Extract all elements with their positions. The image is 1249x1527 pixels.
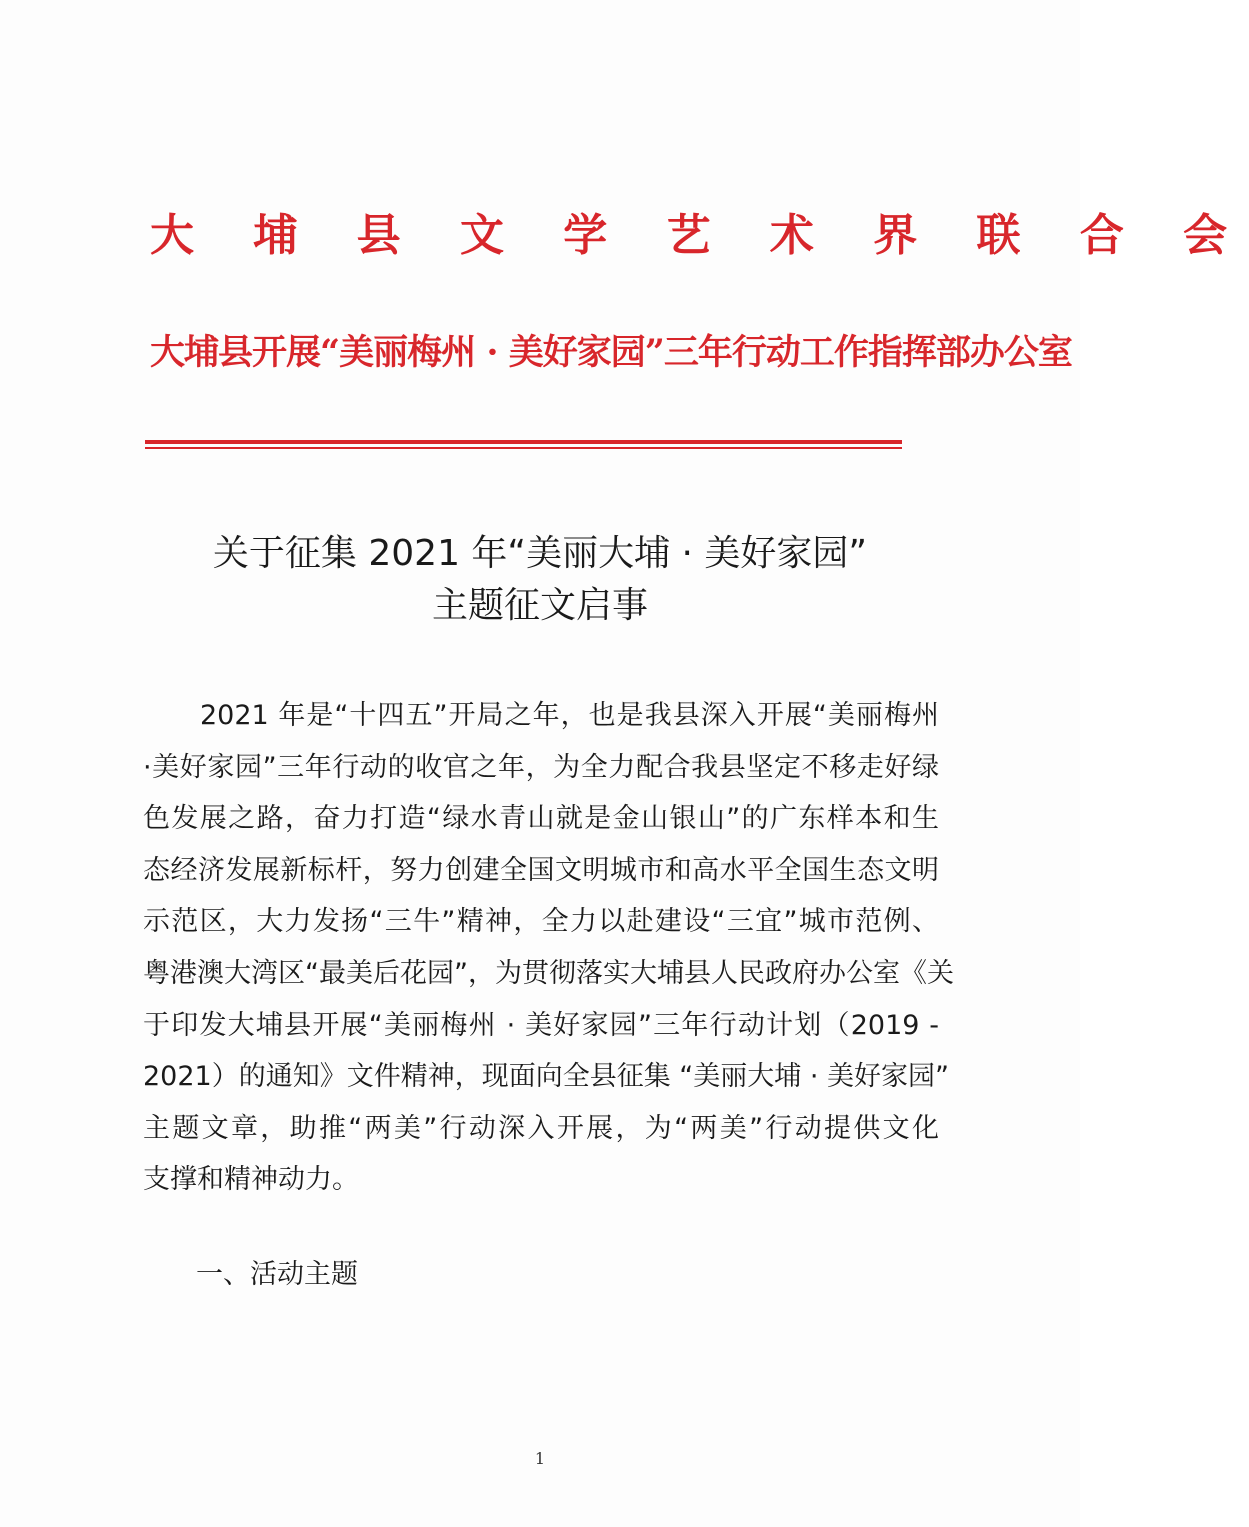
body-line: 态经济发展新标杆，努力创建全国文明城市和高水平全国生态文明 <box>143 854 939 886</box>
body-line: 2021 年是“十四五”开局之年，也是我县深入开展“美丽梅州 <box>200 700 939 731</box>
page-number: 1 <box>534 1449 546 1468</box>
red-rule-thick <box>145 440 902 444</box>
body-line: 粤港澳大湾区“最美后花园”，为贯彻落实大埔县人民政府办公室《关 <box>143 957 954 989</box>
body-line: 2021）的通知》文件精神，现面向全县征集 “美丽大埔 · 美好家园” <box>143 1061 950 1093</box>
document-title-line-2: 主题征文启事 <box>431 585 648 626</box>
body-line: 示范区，大力发扬“三牛”精神，全力以赴建设“三宜”城市范例、 <box>143 906 939 938</box>
body-line: 主题文章，助推“两美”行动深入开展，为“两美”行动提供文化 <box>143 1112 939 1144</box>
body-line: 色发展之路，奋力打造“绿水青山就是金山银山”的广东样本和生 <box>143 803 939 835</box>
office-name: 大埔县开展“美丽梅州 · 美好家园”三年行动工作指挥部办公室 <box>150 332 1072 373</box>
body-line: 支撑和精神动力。 <box>143 1164 359 1196</box>
red-rule-thin <box>145 447 902 449</box>
body-paragraph <box>143 690 954 1206</box>
document-title <box>140 528 940 632</box>
body-line: 于印发大埔县开展“美丽梅州 · 美好家园”三年行动计划（2019 - <box>143 1009 939 1041</box>
section-heading-theme: 一、活动主题 <box>196 1259 358 1290</box>
document-title-line-1: 关于征集 2021 年“美丽大埔 · 美好家园” <box>212 533 868 574</box>
body-line: ·美好家园”三年行动的收官之年，为全力配合我县坚定不移走好绿 <box>143 751 939 783</box>
organization-name: 大 埔 县 文 学 艺 术 界 联 合 会 <box>150 210 1249 261</box>
